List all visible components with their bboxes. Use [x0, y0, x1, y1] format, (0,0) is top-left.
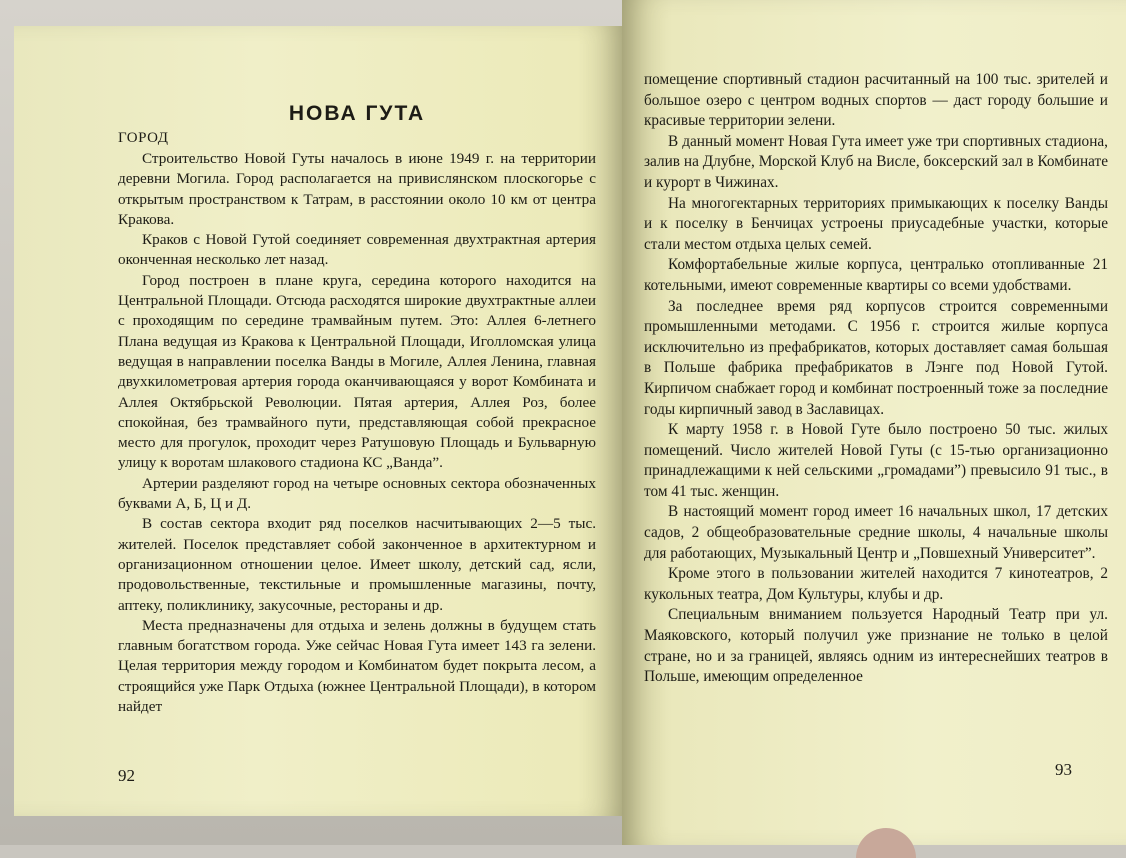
paragraph: Специальным вниманием пользуется Народный Театр при ул. Маяковского, который получил уже признание не только в целой стране, но и за границей, являясь одним из интереснейших театров в Польше, имеющим определенное	[644, 606, 1108, 686]
paragraph: В настоящий момент город имеет 16 начальных школ, 17 детских садов, 2 общеобразовательные средние школы, 4 начальные школы для работающих, Музыкальный Центр и „Повшехный Университет”.	[644, 503, 1108, 562]
right-page	[622, 0, 1126, 845]
paragraph: За последнее время ряд корпусов строится современными промышленными методами. С 1956 г. строится жилые корпуса исключительно из префабрикатов, которых доставляет самая большая в Польше фабрика префабрикатов в Лэнге под Новой Гутой. Кирпичом снабжает город и комбинат построенный тоже за последние годы кирпичный завод в Заславицах.	[644, 297, 1108, 418]
paragraph: На многогектарных территориях примыкающих к поселку Ванды и к поселку в Бенчицах устроены приусадебные участки, которые стали местом отдыха целых семей.	[644, 194, 1108, 253]
paragraph: Кроме этого в пользовании жителей находится 7 кинотеатров, 2 кукольных театра, Дом Культуры, клубы и др.	[644, 565, 1108, 603]
paragraph: К марту 1958 г. в Новой Гуте было построено 50 тыс. жилых помещений. Число жителей Новой Гуты (с 15-тью организационно принадлежащими к ней сельскими „громадами”) превысило 91 тыс., в том 41 тыс. женщин.	[644, 421, 1108, 500]
page-number-left: 92	[118, 766, 135, 785]
chapter-title: НОВА ГУТА	[288, 102, 426, 125]
paragraph: Места предназначены для отдыха и зелень должны в будущем стать главным богатством города. Уже сейчас Новая Гута имеет 143 га зелени. Целая территория между городом и Комбинатом будет покрыта лесом, а строящийся уже Парк Отдыха (южнее Центральной Площади), в котором найдет	[118, 616, 596, 716]
paragraph: Строительство Новой Гуты началось в июне 1949 г. на территории деревни Могила. Город располагается на привислянском плоскогорье с открытым пространством к Татрам, в расстоянии около 10 км от центра Кракова.	[118, 150, 596, 228]
paragraph: В состав сектора входит ряд поселков насчитывающих 2—5 тыс. жителей. Поселок представляет собой законченное в архитектурном и организационном отношении целое. Имеет школу, детский сад, ясли, продовольственные, текстильные и промышленные магазины, почту, аптеку, поликлинику, закусочные, рестораны и др.	[118, 515, 596, 614]
paragraph: Артерии разделяют город на четыре основных сектора обозначенных буквами А, Б, Ц и Д.	[118, 474, 596, 513]
paragraph: Краков с Новой Гутой соединяет современная двухтрактная артерия оконченная несколько лет назад.	[118, 231, 596, 269]
section-heading: ГОРОД	[118, 130, 169, 146]
paragraph: помещение спортивный стадион расчитанный на 100 тыс. зрителей и большое озеро с центром водных спортов — даст городу большие и красивые территории зелени.	[644, 71, 1108, 130]
left-page	[14, 26, 626, 816]
paragraph: Комфортабельные жилые корпуса, централько отопливанные 21 котельными, имеют современные квартиры со всеми удобствами.	[644, 256, 1108, 294]
paragraph: Город построен в плане круга, середина которого находится на Центральной Площади. Отсюда расходятся широкие двухтрактные аллеи с проходящим по середине трамвайным путем. Это: Аллея 6-летнего Плана ведущая из Кракова к Центральной Площади, Иголломская улица ведущая в направлении поселка Ванды в Могиле, Аллея Ленина, главная двухкилометровая артерия города оканчивающаяся у ворот Комбината и Аллея Октябрьской Революции. Пятая артерия, Аллея Роз, более спокойная, без трамвайного пути, представляющая собой прекрасное место для прогулок, проходит через Ратушовую Площадь и Бульварную улицу к воротам шлакового стадиона КС „Ванда”.	[118, 271, 596, 472]
page-number-right: 93	[1055, 760, 1072, 779]
paragraph: В данный момент Новая Гута имеет уже три спортивных стадиона, залив на Длубне, Морской Клуб на Висле, боксерский зал в Комбинате и курорт в Чижинах.	[644, 132, 1108, 191]
